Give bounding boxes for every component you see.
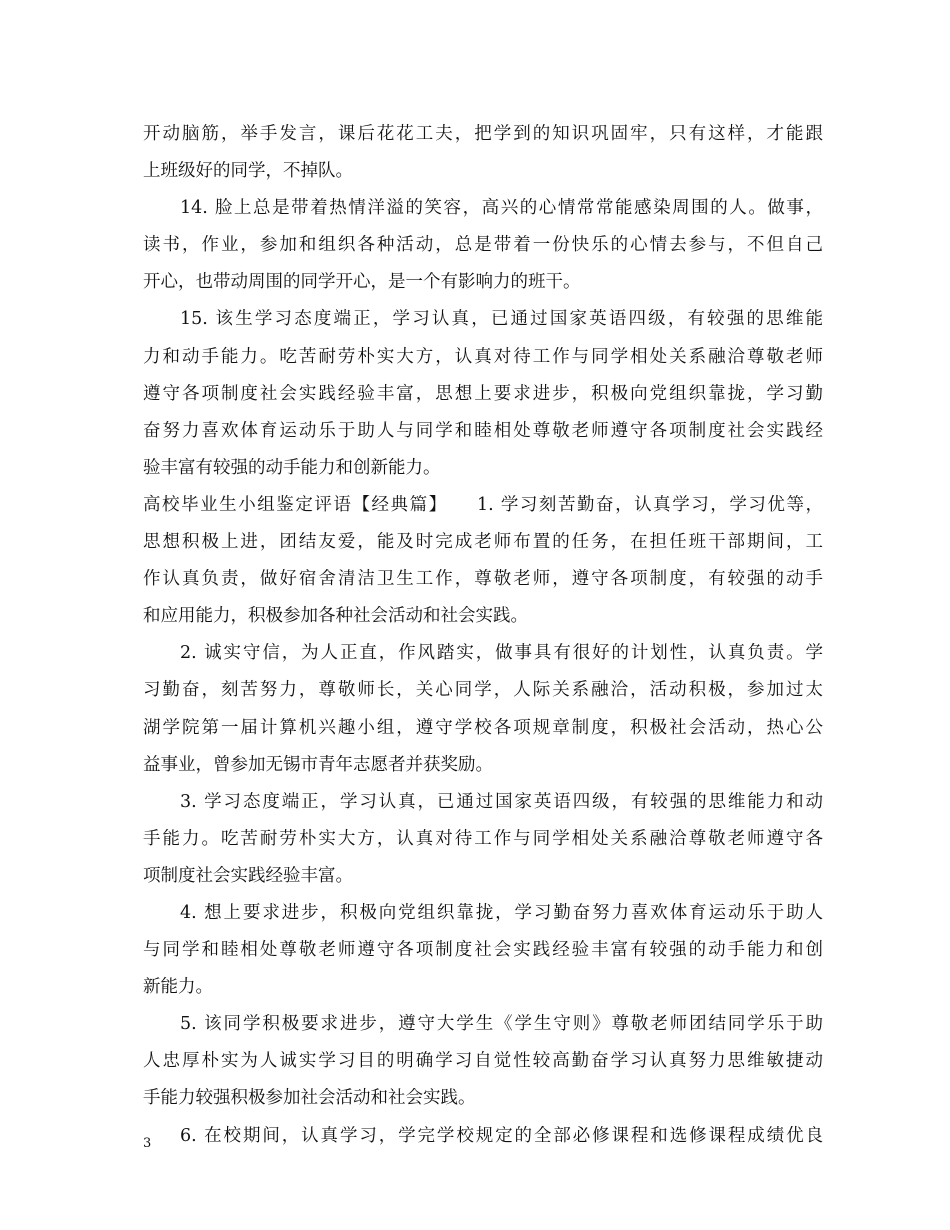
text-line: 新能力。 bbox=[143, 977, 213, 998]
text-line: 遵守各项制度社会实践经验丰富，思想上要求进步，积极向党组织靠拢，学习勤 bbox=[143, 383, 823, 404]
text-line: 4. 想上要求进步，积极向党组织靠拢，学习勤奋努力喜欢体育运动乐于助人 bbox=[180, 902, 823, 923]
page-number: 3 bbox=[143, 1136, 152, 1151]
text-line: 思想积极上进，团结友爱，能及时完成老师布置的任务，在担任班干部期间，工 bbox=[143, 532, 823, 553]
text-line: 高校毕业生小组鉴定评语【经典篇】 1. 学习刻苦勤奋，认真学习，学习优等， bbox=[143, 494, 823, 515]
text-line: 与同学和睦相处尊敬老师遵守各项制度社会实践经验丰富有较强的动手能力和创 bbox=[143, 940, 823, 961]
text-line: 习勤奋，刻苦努力，尊敬师长，关心同学，人际关系融洽，活动积极，参加过太 bbox=[143, 680, 823, 701]
text-line: 益事业，曾参加无锡市青年志愿者并获奖励。 bbox=[143, 754, 493, 775]
text-line: 湖学院第一届计算机兴趣小组，遵守学校各项规章制度，积极社会活动，热心公 bbox=[143, 717, 823, 738]
text-line: 作认真负责，做好宿舍清洁卫生工作，尊敬老师，遵守各项制度，有较强的动手 bbox=[143, 569, 823, 590]
text-line: 人忠厚朴实为人诚实学习目的明确学习自觉性较高勤奋学习认真努力思维敏捷动 bbox=[143, 1051, 823, 1072]
text-line: 开动脑筋，举手发言，课后花花工夫，把学到的知识巩固牢，只有这样，才能跟 bbox=[143, 124, 823, 144]
text-line: 奋努力喜欢体育运动乐于助人与同学和睦相处尊敬老师遵守各项制度社会实践经 bbox=[143, 420, 823, 441]
text-line: 5. 该同学积极要求进步，遵守大学生《学生守则》尊敬老师团结同学乐于助 bbox=[180, 1014, 823, 1035]
text-line: 读书，作业，参加和组织各种活动，总是带着一份快乐的心情去参与，不但自己 bbox=[143, 235, 823, 256]
text-line: 验丰富有较强的动手能力和创新能力。 bbox=[143, 457, 441, 478]
text-line: 3. 学习态度端正，学习认真，已通过国家英语四级，有较强的思维能力和动 bbox=[180, 791, 823, 812]
text-line: 开心，也带动周围的同学开心，是一个有影响力的班干。 bbox=[143, 272, 581, 293]
text-line: 上班级好的同学，不掉队。 bbox=[143, 161, 353, 182]
text-line: 手能力。吃苦耐劳朴实大方，认真对待工作与同学相处关系融洽尊敬老师遵守各 bbox=[143, 828, 823, 849]
text-line: 6. 在校期间，认真学习，学完学校规定的全部必修课程和选修课程成绩优良 bbox=[180, 1125, 823, 1146]
text-line: 2. 诚实守信，为人正直，作风踏实，做事具有很好的计划性，认真负责。学 bbox=[180, 643, 823, 664]
text-line: 15. 该生学习态度端正，学习认真，已通过国家英语四级，有较强的思维能 bbox=[180, 309, 823, 330]
text-line: 力和动手能力。吃苦耐劳朴实大方，认真对待工作与同学相处关系融洽尊敬老师 bbox=[143, 346, 823, 367]
text-line: 14. 脸上总是带着热情洋溢的笑容，高兴的心情常常能感染周围的人。做事， bbox=[180, 198, 823, 219]
document-body bbox=[143, 116, 823, 1155]
text-line: 项制度社会实践经验丰富。 bbox=[143, 865, 353, 886]
text-line: 和应用能力，积极参加各种社会活动和社会实践。 bbox=[143, 606, 528, 627]
text-line: 手能力较强积极参加社会活动和社会实践。 bbox=[143, 1088, 476, 1109]
